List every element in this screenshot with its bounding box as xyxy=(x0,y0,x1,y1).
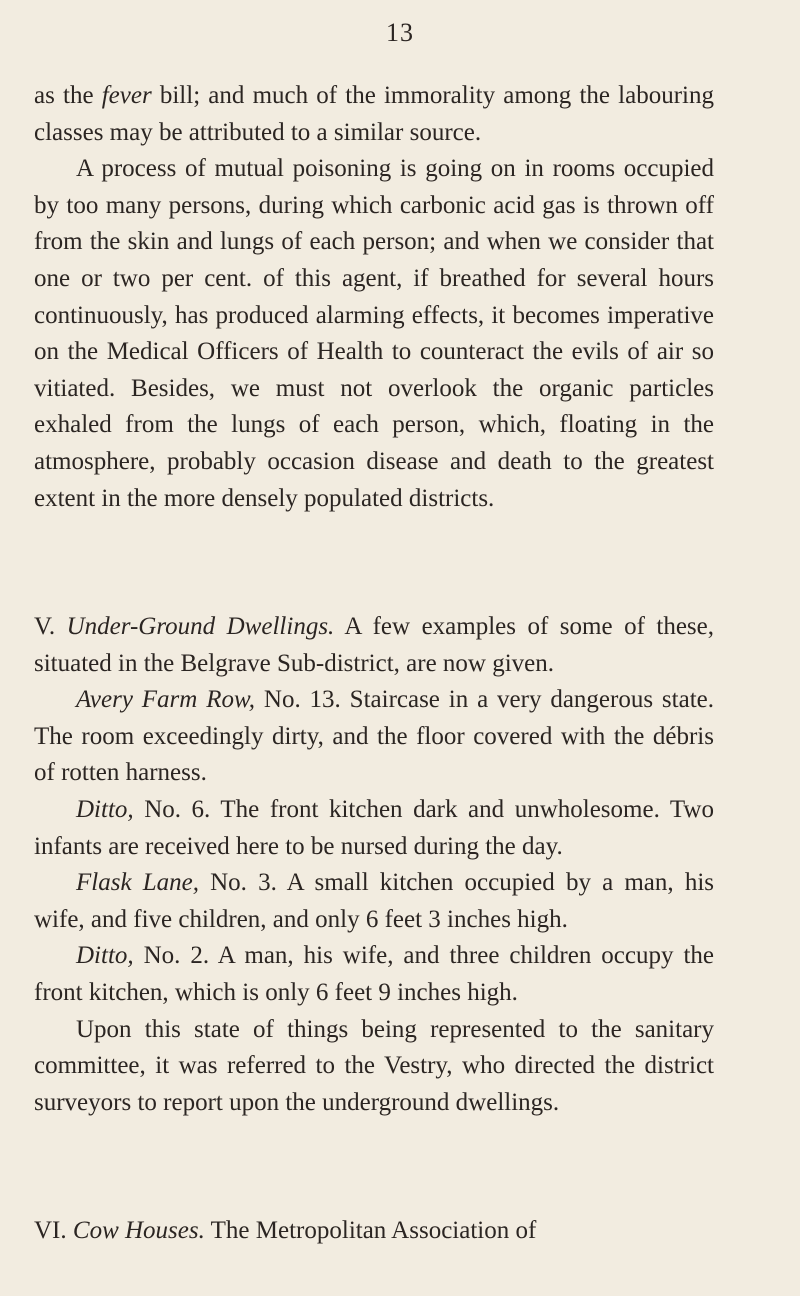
entry-paragraph xyxy=(34,938,714,1011)
page-number: 13 xyxy=(386,18,414,47)
section-intro-text: The Metropolitan Association of xyxy=(204,1217,537,1244)
section-number: V. xyxy=(34,613,67,640)
paragraph-text: bill; and much of the immorality among the labouring classes may be attributed to a similar source. xyxy=(34,82,714,146)
section-v-heading-paragraph xyxy=(34,609,714,682)
entry-paragraph xyxy=(34,792,714,865)
entry-place: Avery Farm Row, xyxy=(76,686,256,714)
text-block-bottom xyxy=(34,1213,714,1250)
paragraph-mutual-poisoning: A process of mutual poisoning is going on in rooms occupied by too many persons, during which carbonic acid gas is thrown off from the skin and lungs of each person; and when we consider that one or two per cent. of this agent, if breathed for several hours continuously, has produced alarming effects, it becomes imperative on the Medical Officers of Health to counteract the evils of air so vitiated. Besides, we must not overlook the organic particles exhaled from the lungs of each person, which, floating in the atmosphere, probably occasion disease and death to the greatest extent in the more densely populated districts. xyxy=(34,155,714,512)
entry-paragraph xyxy=(34,682,714,792)
paragraph-fever-bill xyxy=(34,78,714,151)
section-number: VI. xyxy=(34,1217,73,1244)
entry-text: No. 13. Staircase in a very dangerous state. The room exceedingly dirty, and the floor covered with the débris of rotten harness. xyxy=(34,686,714,787)
section-title: Under-Ground Dwellings. xyxy=(66,613,335,640)
entry-place: Ditto, xyxy=(76,795,134,823)
text-block-middle xyxy=(34,609,714,1121)
text-block-top xyxy=(34,78,714,517)
entry-text: No. 6. The front kitchen dark and unwholesome. Two infants are received here to be nursed during the day. xyxy=(34,795,714,860)
entry-text: No. 3. A small kitchen occupied by a man, his wife, and five children, and only 6 feet 3 inches high. xyxy=(34,869,714,933)
entry-place: Flask Lane, xyxy=(76,869,199,897)
paragraph-text: as the xyxy=(34,82,102,109)
emphasis-fever: fever xyxy=(101,82,152,109)
paragraph-sanitary-committee: Upon this state of things being represented to the sanitary committee, it was referred to the Vestry, who directed the district surveyors to report upon the underground dwellings. xyxy=(34,1015,714,1116)
entry-paragraph xyxy=(34,865,714,938)
section-vi-heading-paragraph xyxy=(34,1213,714,1250)
entry-place: Ditto, xyxy=(76,942,134,970)
entry-text: No. 2. A man, his wife, and three children occupy the front kitchen, which is only 6 feet 9 inches high. xyxy=(34,942,714,1006)
section-title: Cow Houses. xyxy=(72,1217,205,1244)
section-intro-text: A few examples of some of these, situated in the Belgrave Sub-district, are now given. xyxy=(34,613,715,677)
